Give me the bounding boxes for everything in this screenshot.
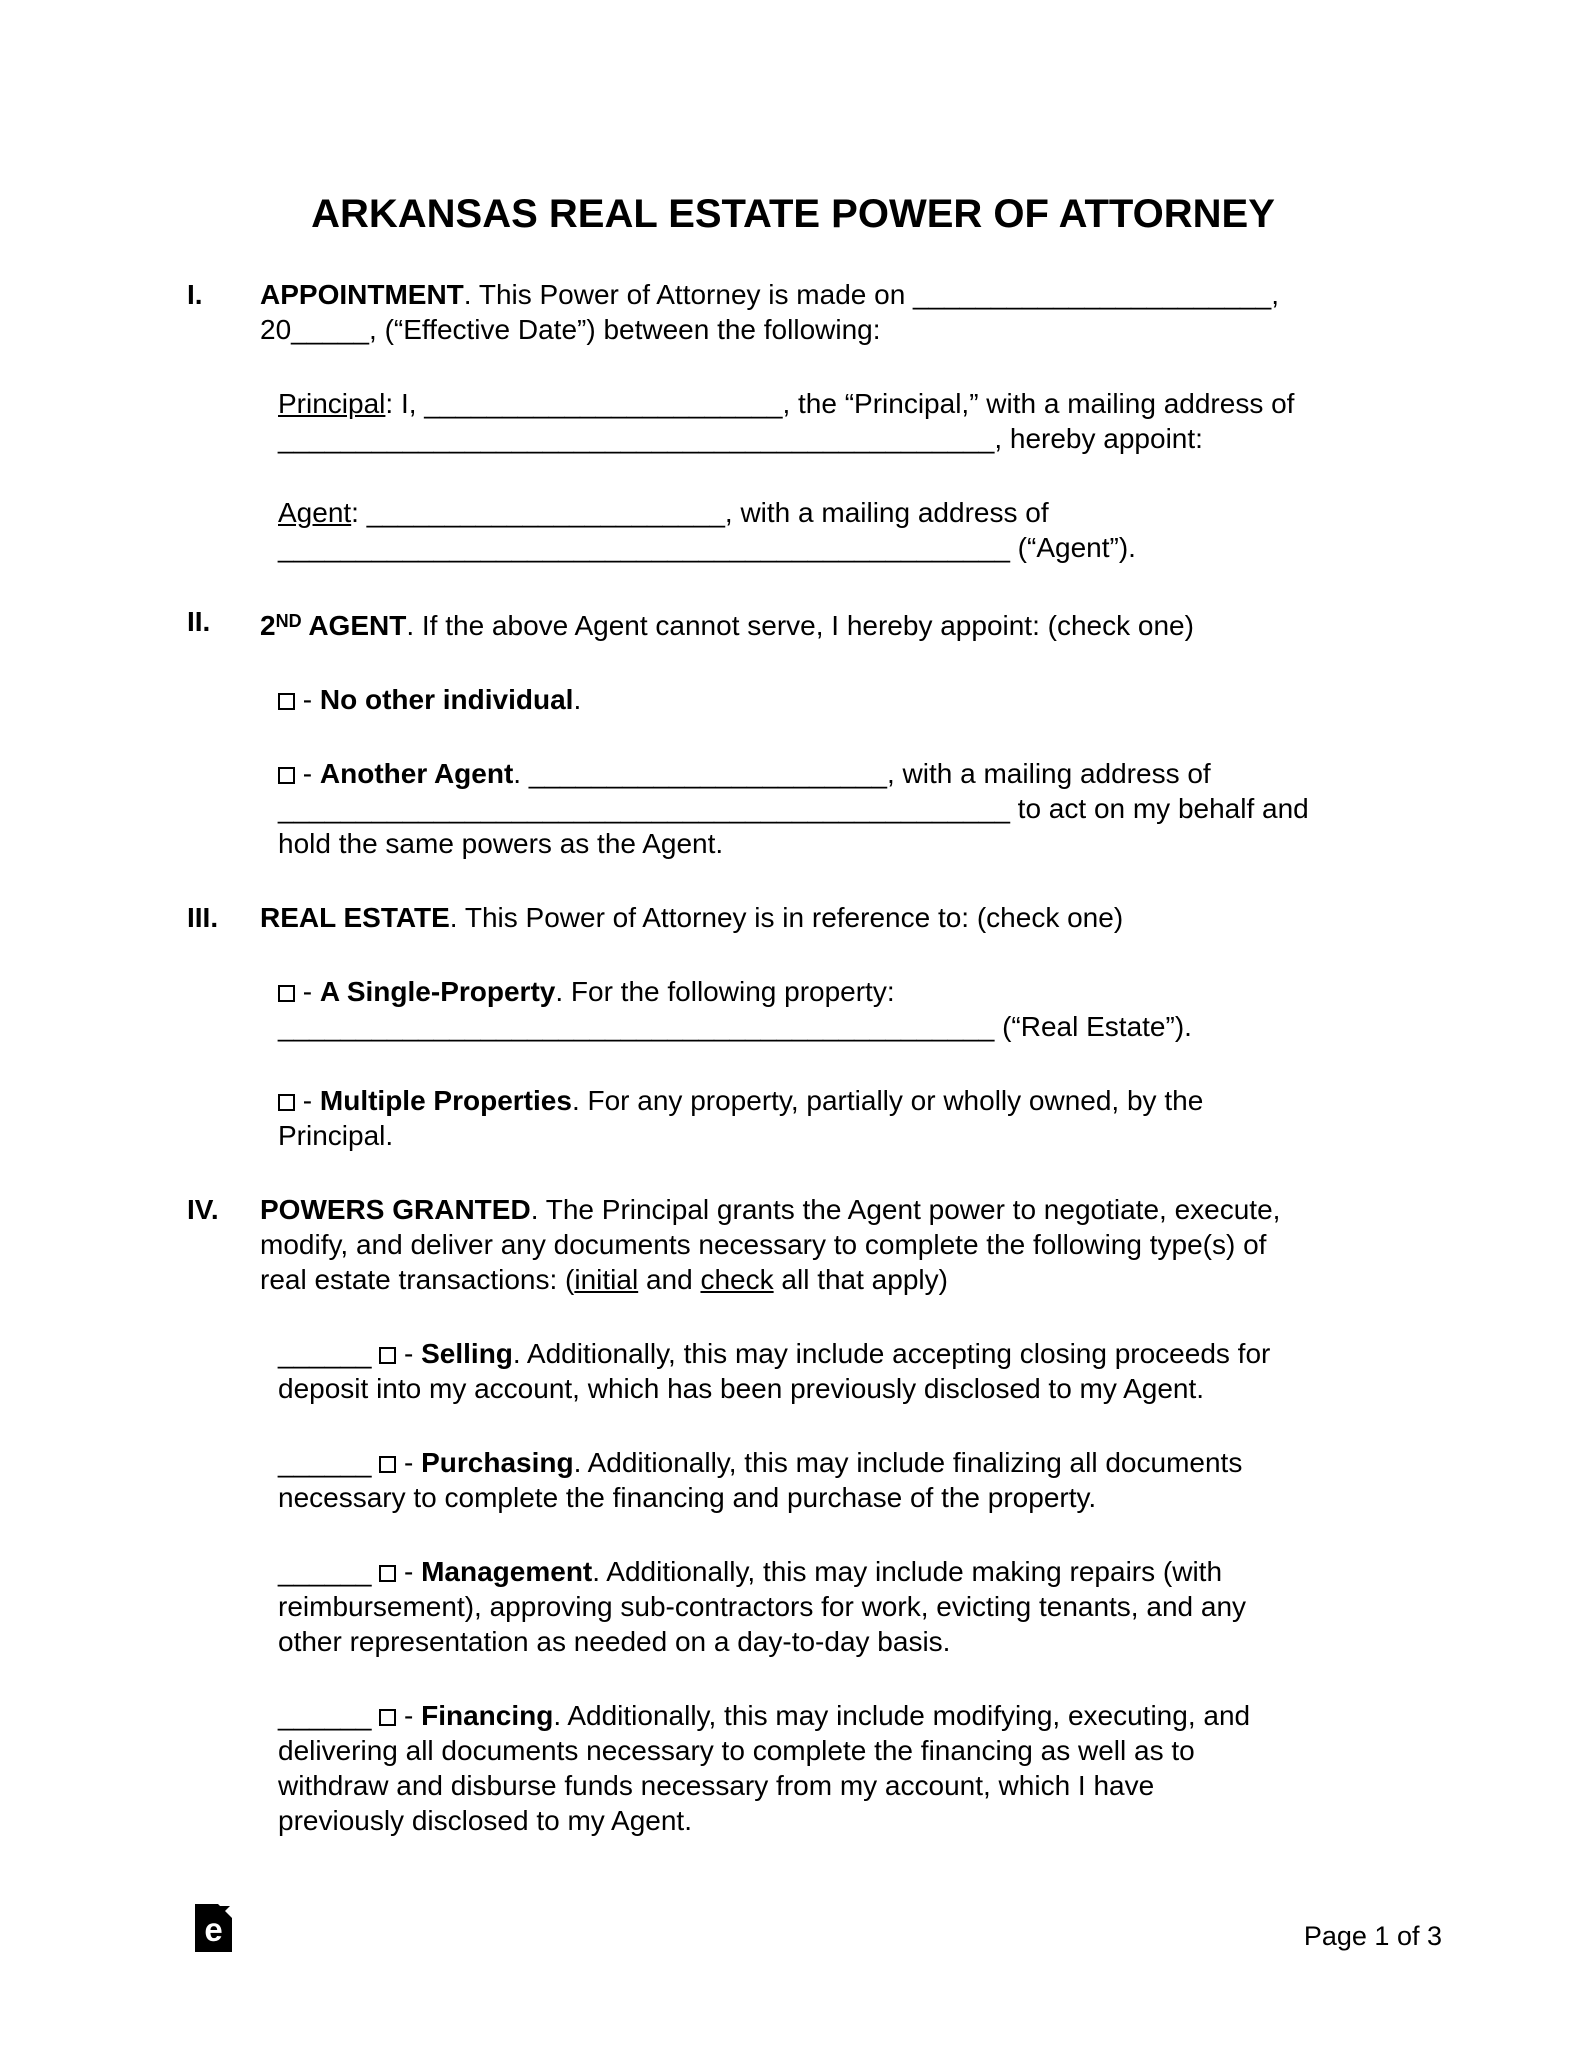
text-segment: . For any property, partially or wholly owned, by the [571,1085,1204,1117]
text-segment: . If the above Agent cannot serve, I hereby appoint: (check one) [406,610,1194,642]
principal-address-blank: ______________________________________________, hereby appoint: [278,423,1203,454]
option-multiple-properties [278,1083,1399,1153]
option-label: Management [421,1556,593,1588]
option-another-agent [278,756,1399,861]
document-title: ARKANSAS REAL ESTATE POWER OF ATTORNEY [311,192,1275,236]
text-segment: . Additionally, this may include modifying, executing, and [553,1700,1251,1732]
text-segment: - [396,1338,422,1370]
heading-label: REAL ESTATE [260,902,450,934]
text-segment: . [573,684,582,716]
agent-label: Agent [278,497,352,528]
section-number-i: I. [187,279,203,310]
section-powers-granted-heading [260,1192,1399,1297]
text-line: withdraw and disburse funds necessary from my account, which I have [278,1770,1155,1802]
section-number-iv: IV. [187,1194,219,1226]
option-label: Purchasing [421,1447,574,1479]
text-segment: - [396,1556,422,1588]
agent-address-blank: _______________________________________________ (“Agent”). [278,532,1136,563]
power-option-selling [278,1336,1399,1406]
text-line: necessary to complete the financing and purchase of the property. [278,1482,1097,1514]
another-agent-address-blank: _______________________________________________ to act on my behalf and [278,793,1309,825]
section-number-iii: III. [187,902,219,934]
eforms-logo-letter: e [204,1911,223,1948]
heading-label: AGENT [301,610,407,642]
heading-label: APPOINTMENT [260,279,464,310]
paragraph-agent [278,495,1399,565]
text-line: previously disclosed to my Agent. [278,1805,692,1837]
text-segment: real estate transactions: ( [260,1264,575,1296]
paragraph-principal [278,386,1399,456]
checkbox-no-other-individual[interactable] [278,693,295,710]
text-segment: . The Principal grants the Agent power to negotiate, execute, [530,1194,1281,1226]
option-label: A Single-Property [319,976,556,1008]
initial-instruction: initial [574,1264,639,1296]
document-body [187,193,1399,1838]
text-segment: - [295,1085,320,1117]
text-segment: . Additionally, this may include accepting closing proceeds for [512,1338,1271,1370]
option-label: Another Agent [319,758,514,790]
checkbox-another-agent[interactable] [278,767,295,784]
selling-initials-blank[interactable]: ______ [278,1338,380,1370]
text-line: Principal. [278,1120,394,1152]
text-line: other representation as needed on a day-to-day basis. [278,1626,951,1658]
text-segment: . This Power of Attorney is made on _______________________, [463,279,1279,310]
text-segment: - [396,1700,422,1732]
ordinal-superscript: ND [275,611,302,631]
section-number-ii: II. [187,606,211,637]
text-segment: . _______________________, with a mailing address of [513,758,1211,790]
checkbox-selling[interactable] [379,1347,396,1364]
text-segment: : _______________________, with a mailing address of [351,497,1049,528]
section-appointment-heading [260,277,1399,347]
section-real-estate [187,900,1399,935]
checkbox-management[interactable] [379,1565,396,1582]
option-label: No other individual [319,684,574,716]
checkbox-purchasing[interactable] [379,1456,396,1473]
text-segment: . Additionally, this may include finalizing all documents [573,1447,1243,1479]
checkbox-financing[interactable] [379,1709,396,1726]
text-line: 20_____, (“Effective Date”) between the following: [260,314,881,345]
text-line: hold the same powers as the Agent. [278,828,724,860]
management-initials-blank[interactable]: ______ [278,1556,380,1588]
financing-initials-blank[interactable]: ______ [278,1700,380,1732]
power-option-management [278,1554,1399,1659]
text-segment: all that apply) [773,1264,948,1296]
text-segment: - [295,684,320,716]
power-option-purchasing [278,1445,1399,1515]
text-segment: . Additionally, this may include making repairs (with [592,1556,1223,1588]
option-no-other-individual [278,682,1399,717]
heading-label: 2 [260,610,276,642]
heading-label: POWERS GRANTED [260,1194,531,1226]
power-option-financing [278,1698,1399,1838]
purchasing-initials-blank[interactable]: ______ [278,1447,380,1479]
option-label: Financing [421,1700,554,1732]
text-segment: . This Power of Attorney is in reference to: (check one) [449,902,1124,934]
option-label: Multiple Properties [319,1085,572,1117]
option-label: Selling [421,1338,513,1370]
text-line: deposit into my account, which has been previously disclosed to my Agent. [278,1373,1205,1405]
text-line: reimbursement), approving sub-contractors for work, evicting tenants, and any [278,1591,1247,1623]
text-segment: : I, _______________________, the “Principal,” with a mailing address of [385,388,1295,419]
section-2nd-agent [187,604,1399,643]
page-number: Page 1 of 3 [1303,1921,1442,1951]
eforms-logo-icon [195,1904,232,1952]
text-segment: and [638,1264,701,1296]
section-2nd-agent-heading [260,604,1399,643]
checkbox-multiple-properties[interactable] [278,1094,295,1111]
principal-label: Principal [278,388,386,419]
section-appointment [187,277,1399,347]
option-single-property [278,974,1399,1044]
text-line: delivering all documents necessary to complete the financing as well as to [278,1735,1195,1767]
property-description-blank: ______________________________________________ (“Real Estate”). [278,1011,1192,1043]
checkbox-single-property[interactable] [278,985,295,1002]
check-instruction: check [700,1264,774,1296]
text-line: modify, and deliver any documents necessary to complete the following type(s) of [260,1229,1267,1261]
text-segment: - [295,758,320,790]
section-real-estate-heading [260,900,1399,935]
text-segment: - [295,976,320,1008]
text-segment: . For the following property: [555,976,895,1008]
text-segment: - [396,1447,422,1479]
section-powers-granted [187,1192,1399,1297]
